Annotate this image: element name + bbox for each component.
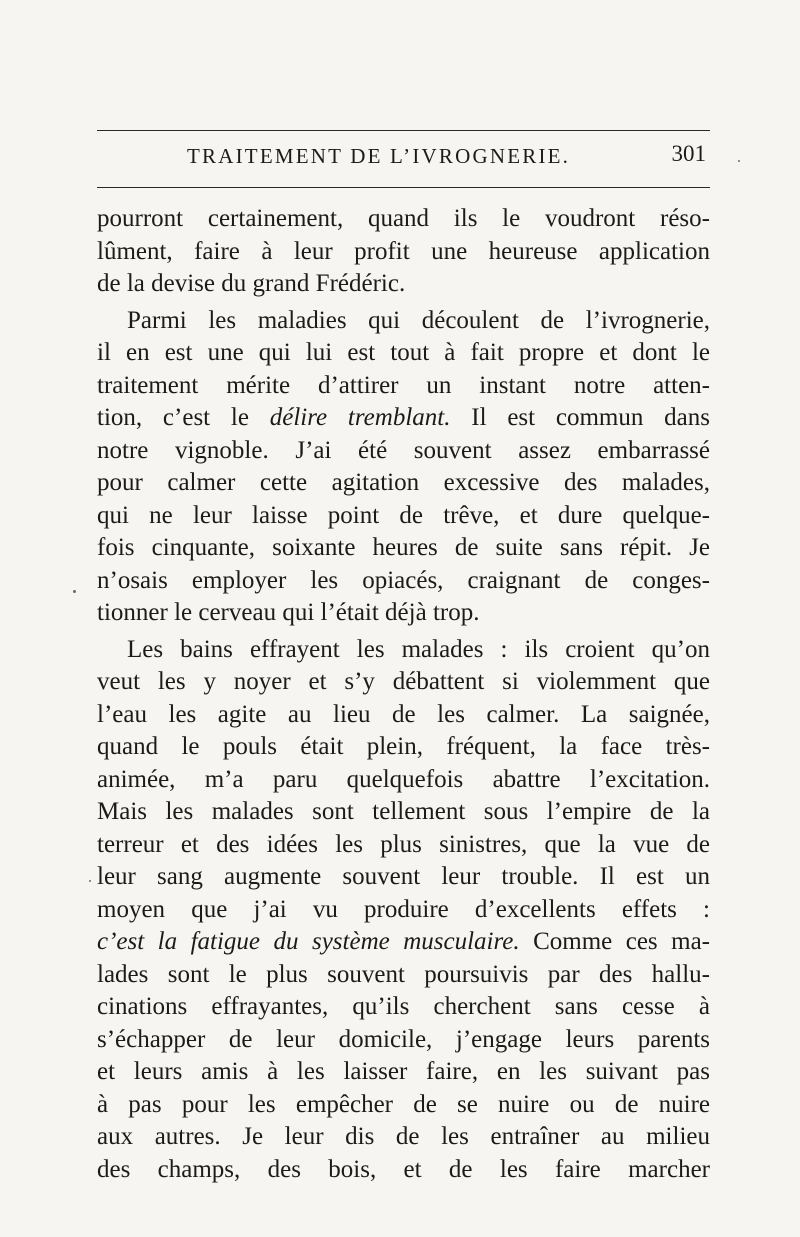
- text-line: [97, 731, 710, 764]
- text-line: [97, 236, 710, 269]
- text-run: Comme ces ma-: [519, 928, 710, 955]
- header-rule-top: [97, 130, 710, 131]
- text-line: [97, 861, 710, 894]
- text-run: Les bains effrayent les malades : ils croient qu’on: [127, 635, 710, 663]
- ink-speck: [73, 590, 76, 593]
- text-line: [97, 959, 710, 992]
- text-line: [97, 435, 710, 468]
- text-line: [97, 829, 710, 862]
- text-run: pour calmer cette agitation excessive des malades,: [97, 469, 710, 496]
- text-run: à pas pour les empêcher de se nuire ou de nuire: [97, 1090, 710, 1118]
- text-run: lûment, faire à leur profit une heureuse application: [97, 237, 710, 265]
- text-run: lades sont le plus souvent poursuivis par des hallu-: [97, 960, 710, 988]
- text-run: tion, c’est le: [97, 404, 270, 431]
- text-run: leur sang augmente souvent leur trouble. Il est un: [97, 863, 710, 890]
- text-line: [97, 1056, 710, 1089]
- text-line: [97, 203, 710, 236]
- text-line: [97, 666, 710, 699]
- text-run: veut les y noyer et s’y débattent si violemment que: [97, 668, 710, 695]
- text-run: s’échapper de leur domicile, j’engage leurs parents: [97, 1025, 710, 1053]
- text-run: cinations effrayantes, qu’ils cherchent sans cesse à: [97, 993, 710, 1020]
- ink-speck: [89, 880, 91, 882]
- text-line: [97, 796, 710, 829]
- text-line: [97, 565, 710, 598]
- text-run: de la devise du grand Frédéric.: [97, 270, 406, 297]
- text-run: Il est commun dans: [450, 404, 710, 431]
- text-line: [97, 370, 710, 403]
- text-line: [97, 500, 710, 533]
- text-line: [97, 532, 710, 565]
- running-title: TRAITEMENT DE L’IVROGNERIE.: [187, 144, 571, 168]
- text-run: Mais les malades sont tellement sous l’empire de la: [97, 798, 710, 825]
- text-run: traitement mérite d’attirer un instant notre atten-: [97, 371, 710, 399]
- text-line: [97, 597, 710, 630]
- text-run: des champs, des bois, et de les faire marcher: [97, 1155, 710, 1183]
- text-run: qui ne leur laisse point de trêve, et dure quelque-: [97, 501, 710, 529]
- italic-phrase: délire tremblant.: [269, 404, 451, 431]
- text-run: notre vignoble. J’ai été souvent assez embarrassé: [97, 436, 710, 464]
- text-run: moyen que j’ai vu produire d’excellents effets :: [97, 895, 710, 923]
- text-line: [97, 699, 710, 732]
- text-line: [97, 634, 710, 667]
- text-line: [97, 305, 710, 338]
- ink-speck: [738, 160, 740, 162]
- text-line: [97, 926, 710, 959]
- text-run: Parmi les maladies qui découlent de l’ivrognerie,: [127, 306, 710, 334]
- text-run: tionner le cerveau qui l’était déjà trop.: [97, 599, 480, 626]
- text-run: et leurs amis à les laisser faire, en les suivant pas: [97, 1058, 710, 1085]
- text-run: il en est une qui lui est tout à fait propre et dont le: [97, 339, 710, 366]
- text-line: [97, 991, 710, 1024]
- text-line: [97, 268, 710, 301]
- text-line: [97, 764, 710, 797]
- paragraph: [97, 305, 710, 630]
- paragraph: [97, 634, 710, 1187]
- text-run: n’osais employer les opiacés, craignant de conges-: [97, 566, 710, 594]
- running-header: [97, 138, 710, 176]
- text-line: [97, 1121, 710, 1154]
- text-run: terreur et des idées les plus sinistres, que la vue de: [97, 830, 710, 858]
- body-text: [97, 203, 710, 1186]
- text-line: [97, 337, 710, 370]
- text-run: l’eau les agite au lieu de les calmer. La saignée,: [97, 700, 710, 728]
- page-number: 301: [671, 141, 706, 166]
- text-line: [97, 1024, 710, 1057]
- italic-phrase: c’est la fatigue du système musculaire.: [97, 928, 520, 955]
- paragraph: [97, 203, 710, 301]
- text-run: animée, m’a paru quelquefois abattre l’excitation.: [97, 765, 710, 793]
- text-run: fois cinquante, soixante heures de suite sans répit. Je: [97, 534, 710, 561]
- text-line: [97, 1089, 710, 1122]
- text-line: [97, 894, 710, 927]
- text-line: [97, 402, 710, 435]
- text-run: aux autres. Je leur dis de les entraîner au milieu: [97, 1123, 710, 1150]
- text-run: quand le pouls était plein, fréquent, la face très-: [97, 733, 710, 760]
- header-rule-bottom: [97, 187, 710, 188]
- text-line: [97, 467, 710, 500]
- text-run: pourront certainement, quand ils le voudront réso-: [97, 205, 710, 232]
- text-line: [97, 1154, 710, 1187]
